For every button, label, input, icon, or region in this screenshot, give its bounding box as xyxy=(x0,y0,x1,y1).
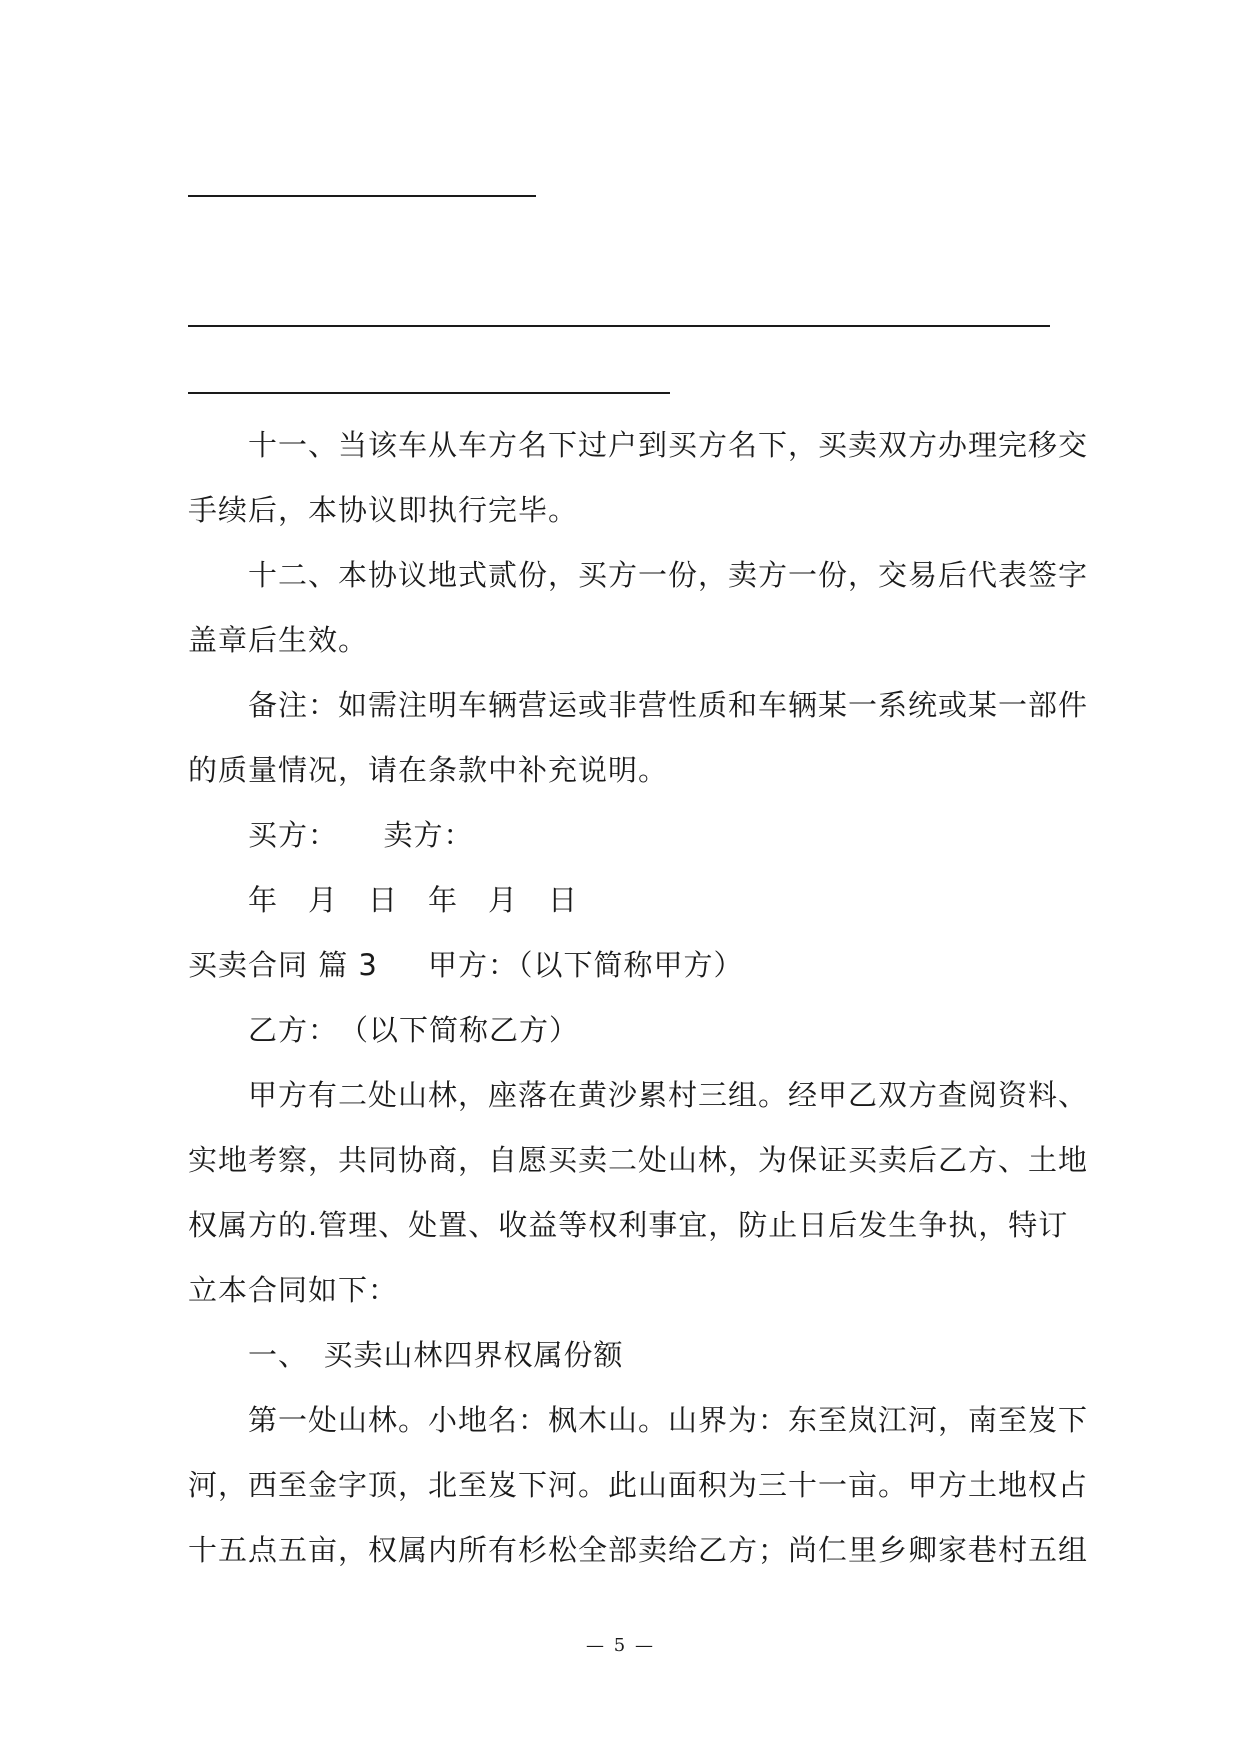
blank-rule-2 xyxy=(188,325,1050,327)
article-1-heading: 一、 买卖山林四界权属份额 xyxy=(248,1338,624,1372)
clause-12-line-2: 盖章后生效。 xyxy=(188,623,369,657)
signature-parties: 买方： 卖方： xyxy=(248,818,474,852)
clause-11-line-2: 手续后，本协议即执行完毕。 xyxy=(188,493,579,527)
forest-1-line-3: 十五点五亩，权属内所有杉松全部卖给乙方；尚仁里乡卿家巷村五组 xyxy=(188,1533,1089,1567)
party-a: 甲方：（以下简称甲方） xyxy=(428,948,744,982)
forest-1-line-2: 河，西至金字顶，北至岌下河。此山面积为三十一亩。甲方土地权占 xyxy=(188,1468,1089,1502)
blank-rule-3 xyxy=(188,392,670,394)
intro-line-1: 甲方有二处山林，座落在黄沙累村三组。经甲乙双方查阅资料、 xyxy=(248,1078,1089,1112)
clause-12-line-1: 十二、本协议地式贰份，买方一份，卖方一份，交易后代表签字 xyxy=(248,558,1089,592)
intro-line-4: 立本合同如下： xyxy=(188,1273,399,1307)
remark-line-2: 的质量情况，请在条款中补充说明。 xyxy=(188,753,669,787)
page-number: — 5 — xyxy=(586,1635,655,1656)
remark-line-1: 备注：如需注明车辆营运或非营性质和车辆某一系统或某一部件 xyxy=(248,688,1089,722)
party-b: 乙方： （以下简称乙方） xyxy=(248,1013,580,1047)
section-heading: 买卖合同 篇 3 xyxy=(188,948,378,982)
blank-rule-1 xyxy=(188,195,536,197)
signature-dates: 年 月 日 年 月 日 xyxy=(248,883,579,917)
intro-line-2: 实地考察，共同协商，自愿买卖二处山林，为保证买卖后乙方、土地 xyxy=(188,1143,1089,1177)
clause-11-line-1: 十一、当该车从车方名下过户到买方名下，买卖双方办理完移交 xyxy=(248,428,1089,462)
intro-line-3: 权属方的.管理、处置、收益等权利事宜，防止日后发生争执，特订 xyxy=(188,1208,1069,1242)
forest-1-line-1: 第一处山林。小地名：枫木山。山界为：东至岚江河，南至岌下 xyxy=(248,1403,1089,1437)
